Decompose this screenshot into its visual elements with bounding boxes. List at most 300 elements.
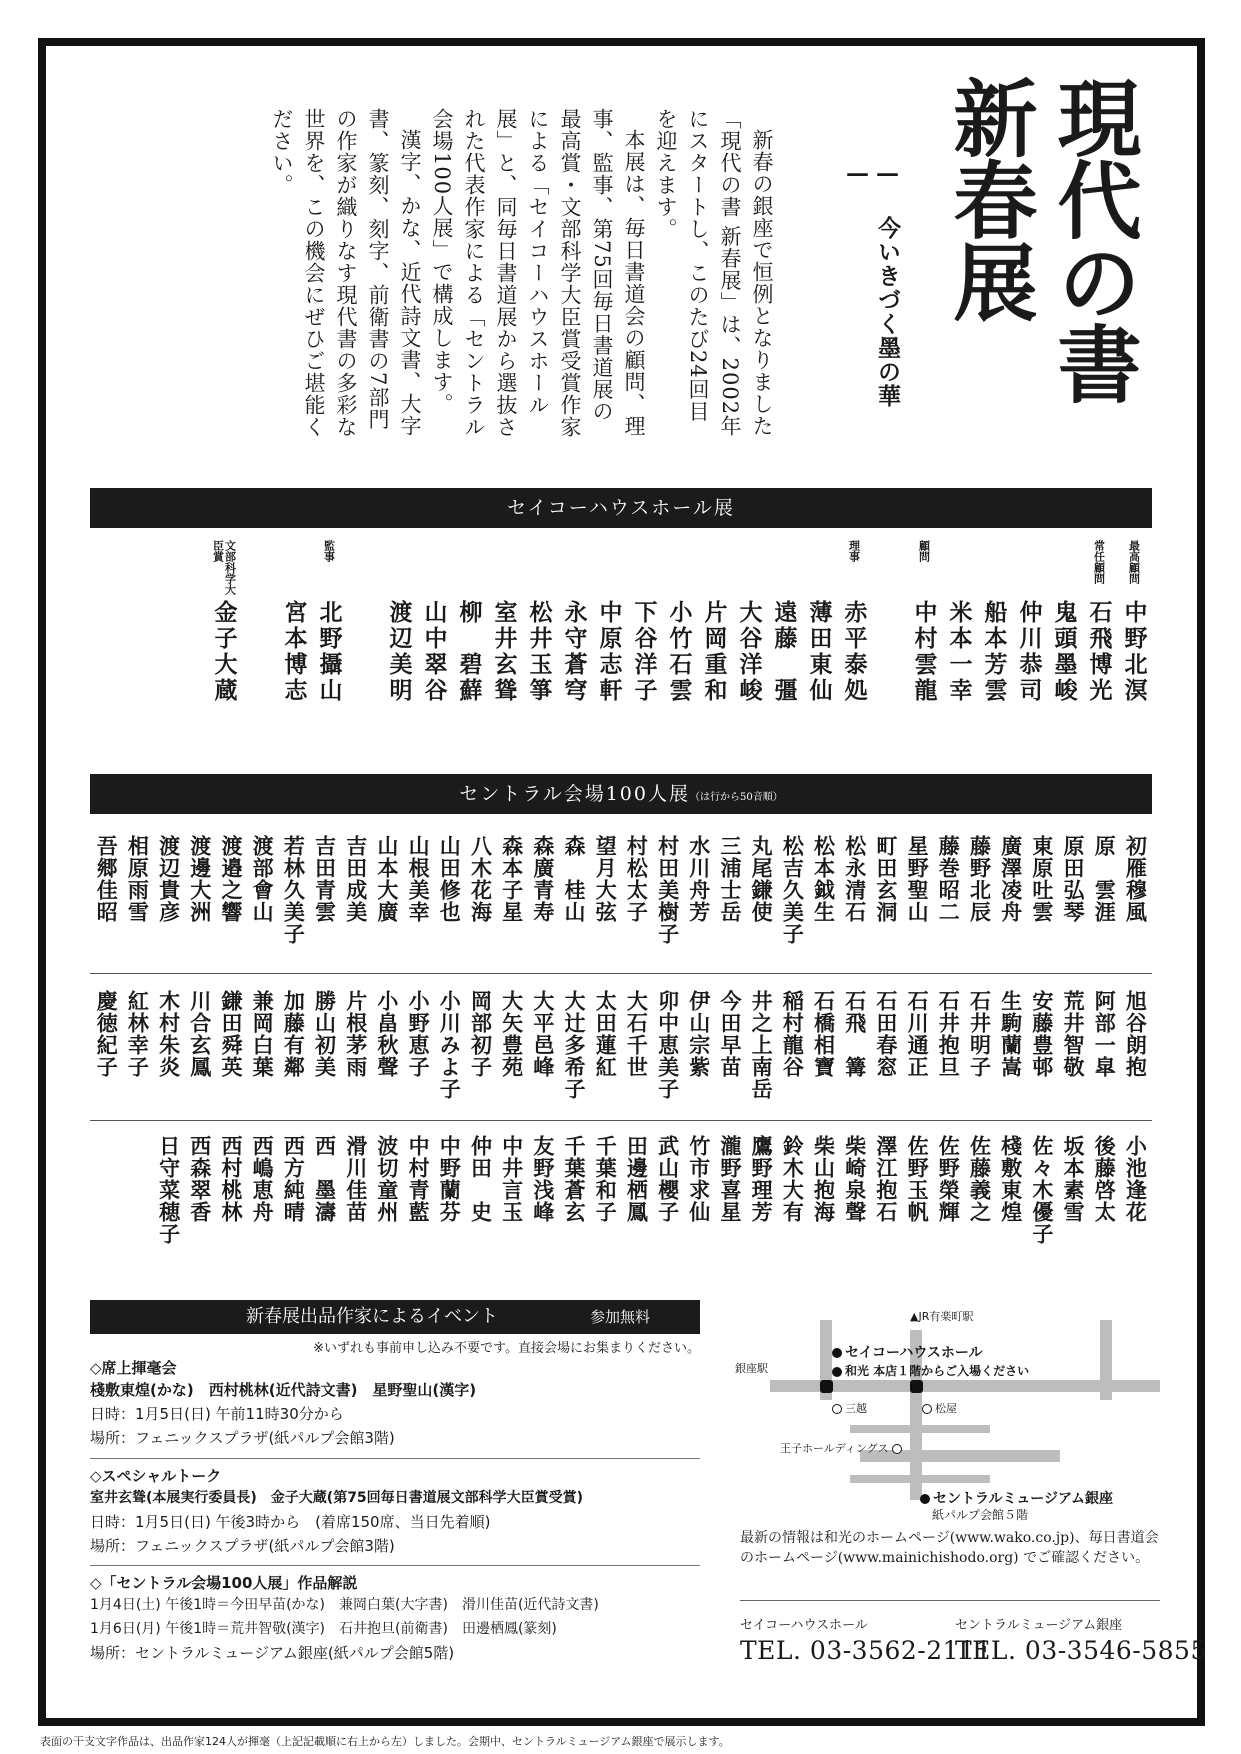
artist-column <box>309 990 340 1100</box>
artist-name: 西嶋恵舟 <box>250 1135 276 1223</box>
artist-column <box>626 540 661 704</box>
artist-column <box>839 835 870 945</box>
artist-column <box>311 540 346 704</box>
artist-name: 旭谷朗抱 <box>1123 990 1149 1078</box>
latest-info-text: 最新の情報は和光のホームページ(www.wako.co.jp)、毎日書道会のホームページ(www.mainichishodo.org) でご確認ください。 <box>740 1530 1159 1566</box>
artist-column <box>808 990 839 1100</box>
artist-name: 中原志軒 <box>595 600 623 704</box>
artist-name: 石井明子 <box>967 990 993 1078</box>
intro-text <box>128 108 778 438</box>
artist-column <box>839 990 870 1100</box>
artist-column <box>206 540 241 704</box>
artist-column <box>683 990 714 1100</box>
events-note: ※いずれも事前申し込み不要です。直接会場にお集まりください。 <box>313 1341 700 1356</box>
artist-name: 川合玄鳳 <box>187 990 213 1078</box>
artist-name: 滑川佳苗 <box>343 1135 369 1223</box>
artist-column <box>746 835 777 945</box>
event-3-line-1: 1月4日(土) 午後1時＝今田早苗(かな) 兼岡白葉(大字書) 滑川佳苗(近代詩文書) <box>90 1597 599 1613</box>
artist-name: 東原吐雲 <box>1029 835 1055 923</box>
seiko-tel-number: TEL. 03-3562-2111 <box>740 1636 992 1665</box>
artist-name: 生駒蘭嵩 <box>998 990 1024 1078</box>
artist-name: 片岡重和 <box>700 600 728 704</box>
mitsukoshi-label: 三越 <box>832 1400 867 1416</box>
artist-name: 松井玉箏 <box>525 600 553 704</box>
artist-column <box>278 835 309 945</box>
artist-name: 水川舟芳 <box>686 835 712 923</box>
artist-column <box>731 540 766 704</box>
artist-column <box>1026 1135 1057 1245</box>
central-band-label: セントラル会場100人展 <box>459 783 690 805</box>
artist-name: 小畠秋聲 <box>374 990 400 1078</box>
artist-column <box>381 540 416 704</box>
artist-name: 中村青藍 <box>406 1135 432 1223</box>
artist-column <box>902 990 933 1100</box>
artist-column <box>1026 835 1057 945</box>
seiko-hall-band-label: セイコーハウスホール展 <box>507 497 735 519</box>
artist-name: 鈴木大有 <box>780 1135 806 1223</box>
artist-column <box>661 540 696 704</box>
artist-name: 西村桃林 <box>218 1135 244 1223</box>
artist-name: 米本一幸 <box>945 600 973 704</box>
artist-role: 理事 <box>847 540 861 562</box>
artist-name: 石飛博光 <box>1085 600 1113 704</box>
artist-column <box>241 540 276 704</box>
artist-name: 安藤豊邨 <box>1029 990 1055 1078</box>
artist-role: 顧問 <box>917 540 931 562</box>
artist-name: 村田美樹子 <box>655 835 681 945</box>
artist-name: 中野北溟 <box>1120 600 1148 704</box>
artist-column <box>309 835 340 945</box>
events-title: 新春展出品作家によるイベント <box>246 1306 498 1327</box>
artist-column <box>340 990 371 1100</box>
artist-column <box>184 1135 215 1245</box>
artist-column <box>465 835 496 945</box>
artist-name: 永守蒼穹 <box>560 600 588 704</box>
artist-name: 若林久美子 <box>281 835 307 945</box>
central-artist-row-2 <box>91 990 1151 1100</box>
artist-name: 宮本博志 <box>280 600 308 704</box>
artist-column <box>91 990 122 1100</box>
artist-column <box>153 990 184 1100</box>
row-divider <box>90 1120 1152 1121</box>
artist-column <box>403 1135 434 1245</box>
event-3-line-2: 1月6日(月) 午後1時＝荒井智敬(漢字) 石井抱旦(前衛書) 田邊栖鳳(篆刻) <box>90 1621 557 1637</box>
intro-paragraph-2: 本展は、毎日書道会の顧問、理事、監事、第75回毎日書道展の最高賞・文部科学大臣賞受賞作家による「セイコーハウスホール展」と、同毎日書道展から選抜された代表作家による「セントラル会場100人展」で構成します。 <box>430 108 646 438</box>
artist-column <box>933 990 964 1100</box>
artist-column <box>465 990 496 1100</box>
location-dot-icon <box>832 1367 842 1377</box>
artist-name: 小竹石雲 <box>665 600 693 704</box>
artist-column <box>527 1135 558 1245</box>
artist-column <box>278 990 309 1100</box>
artist-name: 佐野玉帆 <box>905 1135 931 1223</box>
artist-name: 原田弘琴 <box>1061 835 1087 923</box>
oji-label: 王子ホールディングス <box>780 1440 905 1456</box>
event-1-date: 日時：1月5日(日) 午前11時30分から <box>90 1405 344 1423</box>
artist-column <box>839 1135 870 1245</box>
artist-column <box>153 835 184 945</box>
jr-station-label: ▲JR有楽町駅 <box>910 1310 974 1323</box>
artist-name: 片根茅雨 <box>343 990 369 1078</box>
artist-column <box>184 835 215 945</box>
artist-role: 文部科学大臣賞 <box>211 540 237 595</box>
event-1-place: 場所：フェニックスプラザ(紙パルプ会館3階) <box>90 1429 395 1447</box>
artist-name: 慶徳紀子 <box>94 990 120 1078</box>
artist-name: 柳 碧蘚 <box>455 600 483 704</box>
artist-column <box>683 1135 714 1245</box>
central-artist-row-1 <box>91 835 1151 945</box>
artist-name: 佐藤義之 <box>967 1135 993 1223</box>
artist-name: 棧敷東煌 <box>998 1135 1024 1223</box>
artist-column <box>591 540 626 704</box>
artist-name: 鎌田舜英 <box>218 990 244 1078</box>
artist-name: 船本芳雲 <box>980 600 1008 704</box>
artist-name: 西森翠香 <box>187 1135 213 1223</box>
artist-name: 石川通正 <box>905 990 931 1078</box>
artist-name: 町田玄洞 <box>873 835 899 923</box>
artist-column <box>371 990 402 1100</box>
artist-column <box>122 835 153 945</box>
intro-paragraph-1: 新春の銀座で恒例となりました「現代の書 新春展」は、2002年にスタートし、このたび24回目を迎えます。 <box>654 108 774 438</box>
artist-column <box>558 835 589 945</box>
artist-column <box>871 540 906 704</box>
artist-column <box>801 540 836 704</box>
artist-column <box>964 990 995 1100</box>
artist-column <box>714 835 745 945</box>
event-1-people: 棧敷東煌(かな) 西村桃林(近代詩文書) 星野聖山(漢字) <box>90 1381 477 1399</box>
artist-name: 藤野北辰 <box>967 835 993 923</box>
artist-name: 大平邑峰 <box>530 990 556 1078</box>
artist-name: 渡邉之響 <box>218 835 244 923</box>
artist-name: 山田修也 <box>437 835 463 923</box>
artist-column <box>1089 990 1120 1100</box>
artist-name: 仲田 史 <box>468 1135 494 1223</box>
artist-column <box>870 835 901 945</box>
artist-column <box>1116 540 1151 704</box>
artist-column <box>808 835 839 945</box>
artist-column <box>122 990 153 1100</box>
artist-name: 大石千世 <box>624 990 650 1078</box>
artist-name: 松本鉞生 <box>811 835 837 923</box>
central-band <box>90 774 1152 814</box>
artist-column <box>371 1135 402 1245</box>
central-band-note: （は行から50音順） <box>689 792 783 803</box>
landmark-circle-icon <box>832 1404 842 1414</box>
artist-name: 吾郷佳昭 <box>94 835 120 923</box>
artist-column <box>590 835 621 945</box>
artist-column <box>621 1135 652 1245</box>
artist-name: 山根美幸 <box>406 835 432 923</box>
artist-column <box>434 1135 465 1245</box>
artist-name: 石田春窓 <box>873 990 899 1078</box>
artist-name: 中村雲龍 <box>910 600 938 704</box>
subway-icon <box>820 1380 833 1393</box>
artist-column <box>1089 835 1120 945</box>
event-2-title: ◇スペシャルトーク <box>90 1467 222 1485</box>
artist-name: 千葉和子 <box>593 1135 619 1223</box>
artist-name: 石橋相寶 <box>811 990 837 1078</box>
artist-column <box>556 540 591 704</box>
footer-note: 表面の干支文字作品は、出品作家124人が揮毫（上記記載順に右上から左）しました。会期中、セントラルミュージアム銀座で展示します。 <box>40 1735 730 1748</box>
artist-column <box>215 990 246 1100</box>
artist-column <box>496 835 527 945</box>
artist-name: 森廣青寿 <box>530 835 556 923</box>
artist-name: 三浦士岳 <box>717 835 743 923</box>
artist-column <box>184 990 215 1100</box>
artist-role: 監事 <box>322 540 336 562</box>
subway-icon <box>910 1380 923 1393</box>
artist-name: 柴山抱海 <box>811 1135 837 1223</box>
artist-name: 北野攝山 <box>315 600 343 704</box>
artist-name: 武山櫻子 <box>655 1135 681 1223</box>
artist-column <box>278 1135 309 1245</box>
event-divider <box>90 1565 700 1566</box>
artist-column <box>1081 540 1116 704</box>
artist-name: 藤巻昭二 <box>936 835 962 923</box>
central-floor-label: 紙パルプ会館５階 <box>932 1508 1029 1522</box>
artist-name: 赤平泰処 <box>840 600 868 704</box>
artist-name: 澤江抱石 <box>873 1135 899 1223</box>
artist-column <box>276 540 311 704</box>
artist-column <box>434 990 465 1100</box>
artist-column <box>1120 835 1151 945</box>
artist-column <box>247 835 278 945</box>
artist-name: 望月大弦 <box>593 835 619 923</box>
artist-column <box>1089 1135 1120 1245</box>
artist-name: 岡部初子 <box>468 990 494 1078</box>
artist-name: 薄田東仙 <box>805 600 833 704</box>
artist-name: 大辻多希子 <box>562 990 588 1100</box>
artist-column <box>486 540 521 704</box>
artist-name: 今田早苗 <box>717 990 743 1078</box>
artist-name: 卯中恵美子 <box>655 990 681 1100</box>
artist-name: 山中翠谷 <box>420 600 448 704</box>
event-divider <box>90 1458 700 1459</box>
artist-name: 荒井智敬 <box>1061 990 1087 1078</box>
artist-name: 下谷洋子 <box>630 600 658 704</box>
artist-role: 常任顧問 <box>1092 540 1106 584</box>
artist-column <box>777 990 808 1100</box>
artist-column <box>1057 835 1088 945</box>
artist-name: 太田蓮紅 <box>593 990 619 1078</box>
artist-column <box>902 835 933 945</box>
artist-column <box>371 835 402 945</box>
artist-name: 中野蘭芬 <box>437 1135 463 1223</box>
seiko-tel-label: セイコーハウスホール <box>740 1618 868 1633</box>
artist-column <box>403 835 434 945</box>
intro-paragraph-3: 漢字、かな、近代詩文書、大字書、篆刻、刻字、前衛書の7部門の作家が織りなす現代書の多彩な世界を、この機会にぜひご堪能ください。 <box>270 108 422 438</box>
artist-column <box>621 990 652 1100</box>
map-road <box>1100 1320 1112 1400</box>
artist-column <box>416 540 451 704</box>
artist-column <box>808 1135 839 1245</box>
access-map <box>735 1300 1170 1522</box>
artist-column <box>777 835 808 945</box>
artist-name: 松吉久美子 <box>780 835 806 945</box>
artist-column <box>91 835 122 945</box>
map-road <box>850 1475 990 1483</box>
artist-column <box>746 990 777 1100</box>
artist-name: 波切童州 <box>374 1135 400 1223</box>
artist-column <box>1120 1135 1151 1245</box>
artist-role: 最高顧問 <box>1127 540 1141 584</box>
matsuya-label: 松屋 <box>922 1400 957 1416</box>
event-special-talk <box>90 1465 700 1558</box>
artist-column <box>995 990 1026 1100</box>
artist-column <box>1057 1135 1088 1245</box>
artist-column <box>933 1135 964 1245</box>
artist-column <box>1057 990 1088 1100</box>
artist-column <box>714 1135 745 1245</box>
artist-name: 勝山初美 <box>312 990 338 1078</box>
artist-column <box>340 1135 371 1245</box>
seiko-hall-band <box>90 488 1152 528</box>
artist-column <box>434 835 465 945</box>
artist-column <box>1046 540 1081 704</box>
artist-name: 吉田青雲 <box>312 835 338 923</box>
artist-name: 日守菜穂子 <box>156 1135 182 1245</box>
artist-name: 金子大蔵 <box>210 600 238 704</box>
artist-column <box>558 990 589 1100</box>
artist-column <box>247 1135 278 1245</box>
landmark-circle-icon <box>922 1404 932 1414</box>
artist-column <box>683 835 714 945</box>
event-3-place: 場所：セントラルミュージアム銀座(紙パルプ会館5階) <box>90 1644 455 1662</box>
artist-column <box>590 990 621 1100</box>
title-text: 現代の書 新春展 <box>940 75 1143 485</box>
subtitle: — 今いきづく墨の華 — <box>844 160 901 408</box>
artist-name: 瀧野喜星 <box>717 1135 743 1223</box>
artist-column <box>1120 990 1151 1100</box>
artist-column <box>902 1135 933 1245</box>
artist-name: 廣澤凌舟 <box>998 835 1024 923</box>
artist-column <box>527 990 558 1100</box>
artist-column <box>766 540 801 704</box>
artist-column <box>153 1135 184 1245</box>
artist-name: 小野恵子 <box>406 990 432 1078</box>
artist-column <box>906 540 941 704</box>
artist-name: 鷹野理芳 <box>749 1135 775 1223</box>
central-tel-label: セントラルミュージアム銀座 <box>955 1618 1123 1633</box>
artist-column <box>247 990 278 1100</box>
seiko-hall-label: セイコーハウスホール <box>832 1342 983 1362</box>
artist-name: 渡辺美明 <box>385 600 413 704</box>
artist-column <box>870 990 901 1100</box>
artist-name: 大矢豊苑 <box>499 990 525 1078</box>
artist-name: 仲川恭司 <box>1015 600 1043 704</box>
artist-column <box>558 1135 589 1245</box>
artist-name: 佐々木優子 <box>1029 1135 1055 1245</box>
wako-entrance-label: 和光 本店１階からご入場ください <box>832 1362 1029 1379</box>
artist-name: 大谷洋峻 <box>735 600 763 704</box>
artist-column <box>976 540 1011 704</box>
artist-column <box>652 835 683 945</box>
artist-column <box>403 990 434 1100</box>
landmark-circle-icon <box>892 1444 902 1454</box>
artist-name: 西 墨濤 <box>312 1135 338 1223</box>
artist-column <box>346 540 381 704</box>
artist-column <box>496 1135 527 1245</box>
artist-name: 星野聖山 <box>905 835 931 923</box>
artist-name: 稲村龍谷 <box>780 990 806 1078</box>
artist-name: 松永清石 <box>842 835 868 923</box>
artist-name: 石井抱旦 <box>936 990 962 1078</box>
artist-name: 渡辺貴彦 <box>156 835 182 923</box>
artist-name: 石飛 篝 <box>842 990 868 1078</box>
artist-name: 森 桂山 <box>562 835 588 923</box>
artist-name: 森本子星 <box>499 835 525 923</box>
artist-column <box>964 1135 995 1245</box>
exhibition-title <box>915 75 1145 485</box>
artist-column <box>652 1135 683 1245</box>
event-1-title: ◇席上揮毫会 <box>90 1359 177 1377</box>
artist-name: 坂本素雪 <box>1061 1135 1087 1223</box>
event-calligraphy-demo <box>90 1357 700 1450</box>
map-road <box>850 1425 990 1433</box>
artist-name: 井之上南岳 <box>749 990 775 1100</box>
artist-name: 山本大廣 <box>374 835 400 923</box>
artist-column <box>696 540 731 704</box>
event-2-date: 日時：1月5日(日) 午後3時から (着席150席、当日先着順) <box>90 1513 491 1531</box>
artist-name: 渡邊大洲 <box>187 835 213 923</box>
artist-name: 八木花海 <box>468 835 494 923</box>
seiko-artist-grid <box>206 540 1151 704</box>
artist-column <box>496 990 527 1100</box>
artist-name: 佐野榮輝 <box>936 1135 962 1223</box>
artist-column <box>836 540 871 704</box>
artist-name: 柴崎泉聲 <box>842 1135 868 1223</box>
artist-name: 後藤啓太 <box>1092 1135 1118 1223</box>
artist-column <box>933 835 964 945</box>
event-commentary <box>90 1572 700 1665</box>
event-2-place: 場所：フェニックスプラザ(紙パルプ会館3階) <box>90 1537 395 1555</box>
central-museum-label: セントラルミュージアム銀座 <box>920 1488 1113 1508</box>
artist-column <box>941 540 976 704</box>
artist-name: 室井玄聳 <box>490 600 518 704</box>
artist-name: 鬼頭墨峻 <box>1050 600 1078 704</box>
artist-column <box>340 835 371 945</box>
central-artist-row-3 <box>153 1135 1151 1245</box>
artist-column <box>1026 990 1057 1100</box>
artist-column <box>995 835 1026 945</box>
artist-name: 中井言玉 <box>499 1135 525 1223</box>
artist-column <box>527 835 558 945</box>
events-header <box>90 1300 700 1334</box>
artist-column <box>309 1135 340 1245</box>
artist-name: 村松太子 <box>624 835 650 923</box>
artist-name: 木村朱炎 <box>156 990 182 1078</box>
artist-column <box>621 835 652 945</box>
artist-name: 加藤有鄰 <box>281 990 307 1078</box>
artist-name: 友野浅峰 <box>530 1135 556 1223</box>
artist-name: 遠藤 彊 <box>770 600 798 704</box>
artist-column <box>465 1135 496 1245</box>
artist-name: 小池逢花 <box>1123 1135 1149 1223</box>
artist-column <box>215 1135 246 1245</box>
location-dot-icon <box>920 1494 930 1504</box>
ginza-station-label: 銀座駅 <box>735 1362 768 1375</box>
event-2-people: 室井玄聳(本展実行委員長) 金子大蔵(第75回毎日書道展文部科学大臣賞受賞) <box>90 1490 584 1506</box>
artist-name: 竹市求仙 <box>686 1135 712 1223</box>
artist-name: 兼岡白葉 <box>250 990 276 1078</box>
free-admission-label: 参加無料 <box>590 1308 651 1326</box>
artist-column <box>451 540 486 704</box>
artist-column <box>215 835 246 945</box>
artist-column <box>746 1135 777 1245</box>
artist-name: 伊山宗紫 <box>686 990 712 1078</box>
artist-name: 渡部會山 <box>250 835 276 923</box>
location-dot-icon <box>832 1348 842 1358</box>
